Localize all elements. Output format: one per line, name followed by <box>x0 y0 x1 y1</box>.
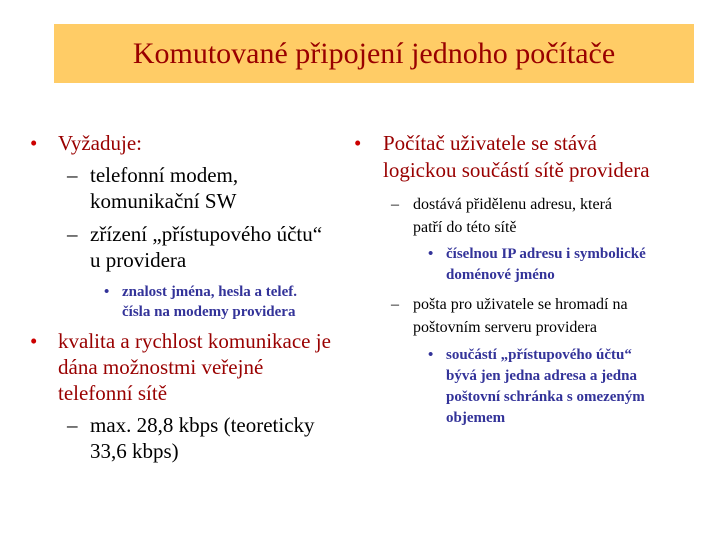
line: znalost jména, hesla a telef. <box>122 284 297 300</box>
line: poštovním serveru providera <box>413 319 597 336</box>
line: čísla na modemy providera <box>122 304 296 320</box>
line: logickou součástí sítě providera <box>383 158 650 182</box>
line: 33,6 kbps) <box>90 439 179 463</box>
title-box <box>54 24 694 83</box>
bullet-icon: • <box>354 131 362 155</box>
bullet-icon: • <box>428 246 434 262</box>
line: dána možnostmi veřejné <box>58 355 264 379</box>
bullet-icon: • <box>104 284 110 300</box>
line: pošta pro uživatele se hromadí na <box>413 296 628 313</box>
line: poštovní schránka s omezeným <box>446 389 645 405</box>
right-item-logical-part <box>354 130 706 184</box>
line: doménové jméno <box>446 267 555 283</box>
line: zřízení „přístupového účtu“ <box>90 222 323 246</box>
line: komunikační SW <box>90 189 237 213</box>
right-subitem-address <box>354 193 706 239</box>
dash-bullet-icon: – <box>391 296 399 313</box>
right-subsubitem-account <box>354 345 706 429</box>
left-subitem-account <box>30 221 375 273</box>
left-item-requires <box>30 130 375 156</box>
line: bývá jen jedna adresa a jedna <box>446 368 637 384</box>
dash-bullet-icon: – <box>67 413 78 437</box>
slide-title: Komutované připojení jednoho počítače <box>132 36 616 70</box>
dash-bullet-icon: – <box>67 163 78 187</box>
bullet-icon: • <box>30 329 38 353</box>
line: číselnou IP adresu i symbolické <box>446 246 646 262</box>
dash-bullet-icon: – <box>391 196 399 213</box>
bullet-icon: • <box>30 131 38 155</box>
line: objemem <box>446 410 506 426</box>
bullet-icon: • <box>428 347 434 363</box>
left-item-requires-text: Vyžaduje: <box>58 131 142 155</box>
line: kvalita a rychlost komunikace je <box>58 329 331 353</box>
line: dostává přidělenu adresu, která <box>413 196 613 213</box>
line: Počítač uživatele se stává <box>383 131 597 155</box>
left-item-quality <box>30 328 375 406</box>
right-subsubitem-ip <box>354 244 706 286</box>
line: max. 28,8 kbps (teoreticky <box>90 413 315 437</box>
right-subitem-mail <box>354 293 706 339</box>
left-subitem-speed <box>30 412 375 464</box>
line: patří do této sítě <box>413 219 517 236</box>
line: součástí „přístupového účtu“ <box>446 347 632 363</box>
dash-bullet-icon: – <box>67 222 78 246</box>
line: u providera <box>90 248 187 272</box>
line: telefonní sítě <box>58 381 168 405</box>
left-subitem-modem <box>30 162 375 214</box>
left-column <box>30 130 375 464</box>
left-subsubitem-credentials <box>30 282 375 322</box>
right-column <box>354 130 706 429</box>
line: telefonní modem, <box>90 163 239 187</box>
